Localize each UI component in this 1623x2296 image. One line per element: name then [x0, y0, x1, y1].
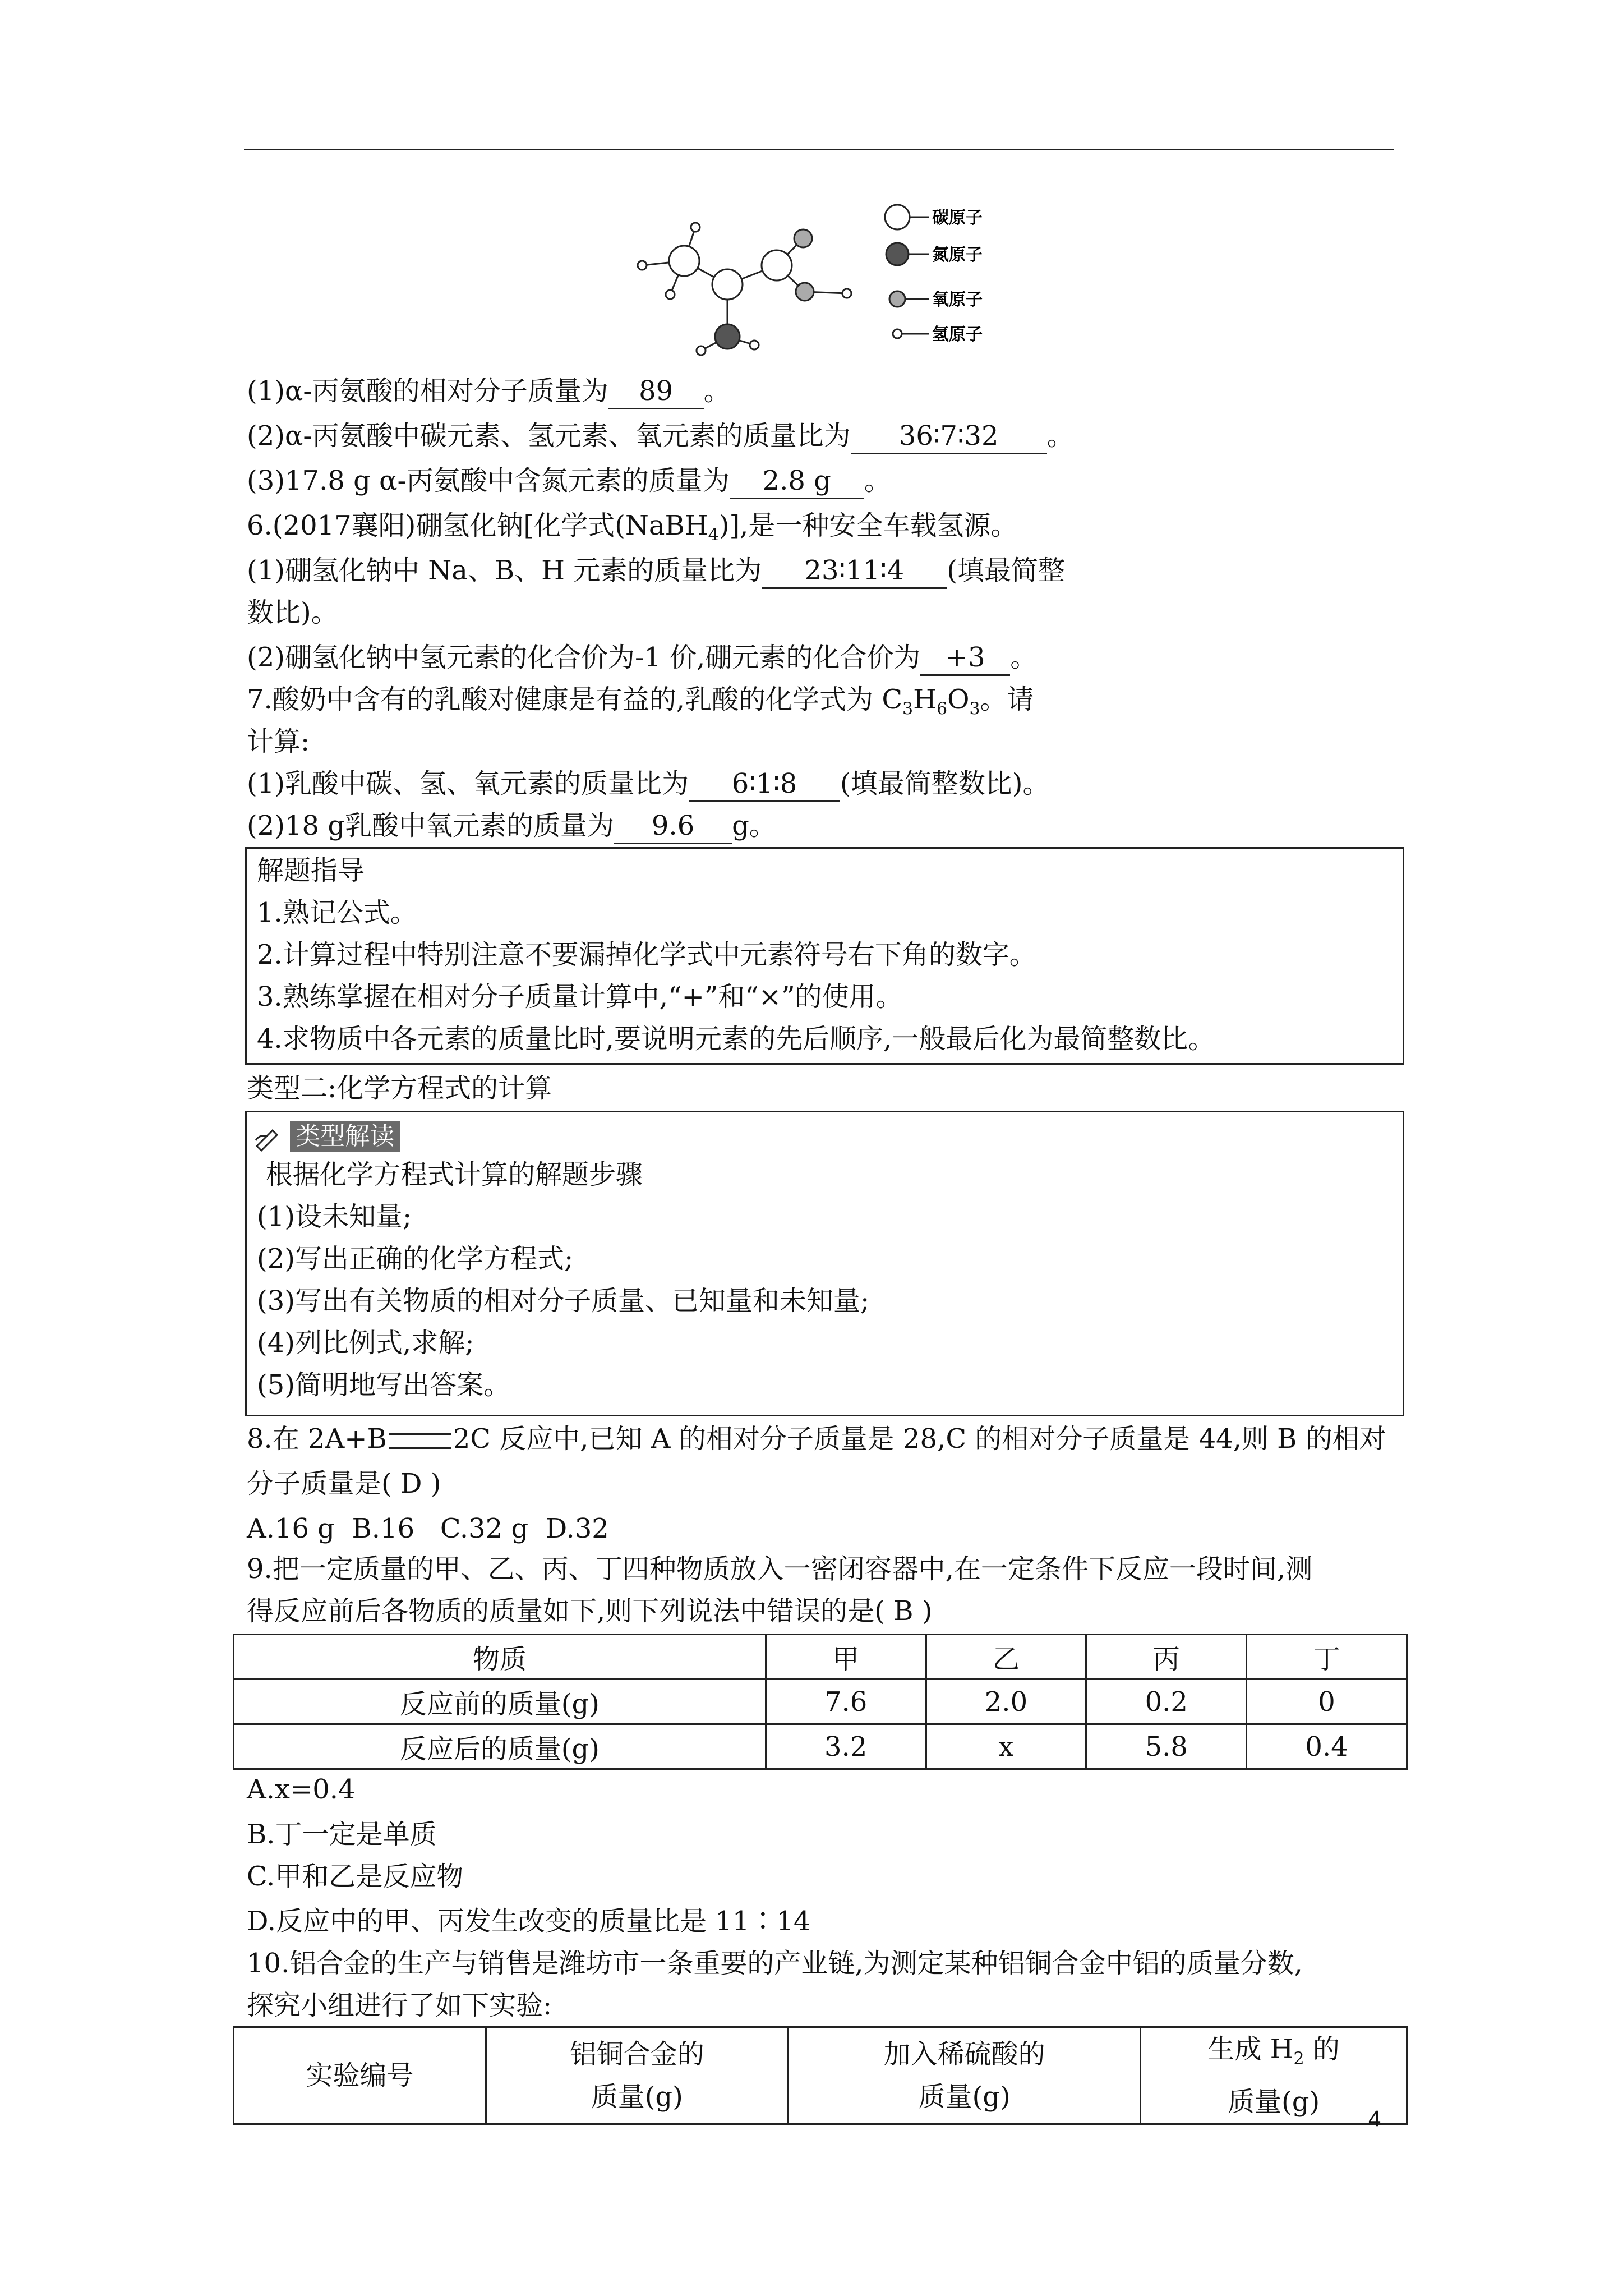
answer-blank: 9.6 — [614, 809, 732, 844]
table-header-cell: 物质 — [234, 1635, 766, 1680]
step-item: (2)写出正确的化学方程式; — [257, 1243, 574, 1274]
q10-experiment-table — [233, 2026, 1408, 2125]
table-cell: x — [926, 1724, 1086, 1769]
q9-option-a: A.x=0.4 — [247, 1774, 356, 1805]
q7-stem-cont: 计算: — [247, 726, 310, 757]
type2-heading: 类型二:化学方程式的计算 — [247, 1073, 552, 1104]
table-header-cell: 加入稀硫酸的 质量(g) — [788, 2027, 1140, 2124]
q10-line2: 探究小组进行了如下实验: — [247, 1990, 552, 2021]
legend-oxygen: 氧原子 — [932, 290, 983, 310]
type-tag: 类型解读 — [290, 1121, 400, 1152]
table-cell: 3.2 — [766, 1724, 926, 1769]
solving-guide-box — [245, 847, 1404, 1065]
q10-line1: 10.铝合金的生产与销售是潍坊市一条重要的产业链,为测定某种铝铜合金中铝的质量分数, — [247, 1948, 1303, 1979]
legend-nitrogen: 氮原子 — [932, 245, 983, 265]
page-number: 4 — [1368, 2106, 1381, 2131]
q5-part2: (2)α-丙氨酸中碳元素、氢元素、氧元素的质量比为 36∶7∶32 。 — [247, 416, 1074, 455]
guide-item: 1.熟记公式。 — [257, 897, 417, 928]
table-header-row — [234, 1635, 1407, 1680]
q8-line2: 分子质量是( D ) — [247, 1468, 441, 1499]
table-cell: 反应后的质量(g) — [234, 1724, 766, 1769]
reaction-equals-sign — [389, 1433, 451, 1449]
table-header-cell: 生成 $H_2$ 的 质量(g) — [1141, 2027, 1407, 2124]
header-rule — [244, 149, 1394, 150]
table-header-cell: 甲 — [766, 1635, 926, 1680]
table-row — [234, 1680, 1407, 1724]
q9-line1: 9.把一定质量的甲、乙、丙、丁四种物质放入一密闭容器中,在一定条件下反应一段时间,测 — [247, 1553, 1313, 1585]
legend-carbon: 碳原子 — [932, 208, 983, 228]
table-cell: 0.4 — [1247, 1724, 1407, 1769]
answer-blank: 23∶11∶4 — [762, 554, 947, 589]
table-cell: 2.0 — [926, 1680, 1086, 1724]
q6-part1: (1)硼氢化钠中 Na、B、H 元素的质量比为 23∶11∶4 (填最简整 — [247, 551, 1065, 590]
step-item: (5)简明地写出答案。 — [257, 1369, 510, 1401]
pen-icon — [253, 1124, 282, 1152]
table-header-row — [234, 2027, 1407, 2124]
step-item: (4)列比例式,求解; — [257, 1327, 474, 1359]
q6-part2: (2)硼氢化钠中氢元素的化合价为-1 价,硼元素的化合价为 +3 。 — [247, 638, 1037, 677]
answer-blank: 2.8 g — [730, 464, 864, 499]
q7-part1: (1)乳酸中碳、氢、氧元素的质量比为 6∶1∶8 (填最简整数比)。 — [247, 764, 1049, 803]
table-header-cell: 丁 — [1247, 1635, 1407, 1680]
guide-item: 2.计算过程中特别注意不要漏掉化学式中元素符号右下角的数字。 — [257, 939, 1036, 970]
table-cell: 5.8 — [1086, 1724, 1247, 1769]
guide-item: 4.求物质中各元素的质量比时,要说明元素的先后顺序,一般最后化为最简整数比。 — [257, 1023, 1215, 1055]
q5-part3: (3)17.8 g α-丙氨酸中含氮元素的质量为 2.8 g 。 — [247, 461, 891, 500]
table-header-cell: 丙 — [1086, 1635, 1247, 1680]
answer-blank: 89 — [608, 374, 704, 409]
legend-hydrogen: 氢原子 — [932, 325, 983, 344]
answer-blank: 6∶1∶8 — [689, 767, 840, 802]
q7-part2: (2)18 g乳酸中氧元素的质量为 9.6 g。 — [247, 806, 776, 845]
step-item: (1)设未知量; — [257, 1201, 412, 1232]
q8-line1: 8.在 2A+B 2C 反应中,已知 A 的相对分子质量是 28,C 的相对分子质量是 44,则 B 的相对 — [247, 1423, 1386, 1455]
table-header-cell: 铝铜合金的 质量(g) — [486, 2027, 788, 2124]
table-cell: 7.6 — [766, 1680, 926, 1724]
type-tag-row — [253, 1116, 400, 1155]
table-row — [234, 1724, 1407, 1769]
answer-blank: 36∶7∶32 — [851, 419, 1047, 454]
q8-options: A.16 g B.16 C.32 g D.32 — [247, 1513, 609, 1544]
q5-part1: (1)α-丙氨酸的相对分子质量为 89 。 — [247, 371, 731, 411]
table-header-cell: 实验编号 — [234, 2027, 486, 2124]
q9-option-d: D.反应中的甲、丙发生改变的质量比是 11∶14 — [247, 1906, 811, 1937]
type-intro: 根据化学方程式计算的解题步骤 — [266, 1159, 643, 1190]
table-cell: 反应前的质量(g) — [234, 1680, 766, 1724]
answer-blank: +3 — [920, 641, 1010, 676]
guide-item: 3.熟练掌握在相对分子质量计算中,“+”和“×”的使用。 — [257, 981, 903, 1013]
q9-mass-table — [233, 1634, 1408, 1770]
guide-title: 解题指导 — [257, 855, 365, 886]
q9-option-b: B.丁一定是单质 — [247, 1819, 437, 1850]
q9-option-c: C.甲和乙是反应物 — [247, 1861, 464, 1892]
q9-line2: 得反应前后各物质的质量如下,则下列说法中错误的是( B ) — [247, 1595, 933, 1627]
q7-stem: 7.酸奶中含有的乳酸对健康是有益的,乳酸的化学式为 $C_3H_6O_3$。请 — [247, 684, 1034, 719]
type-interpretation-box — [245, 1111, 1404, 1416]
table-cell: 0 — [1247, 1680, 1407, 1724]
table-cell: 0.2 — [1086, 1680, 1247, 1724]
table-header-cell: 乙 — [926, 1635, 1086, 1680]
alanine-molecule-diagram — [628, 199, 1021, 367]
q6-stem: 6.(2017襄阳)硼氢化钠[化学式(NaBH$_4$)],是一种安全车载氢源。 — [247, 510, 1018, 545]
q6-part1-cont: 数比)。 — [247, 597, 338, 628]
step-item: (3)写出有关物质的相对分子质量、已知量和未知量; — [257, 1285, 870, 1317]
